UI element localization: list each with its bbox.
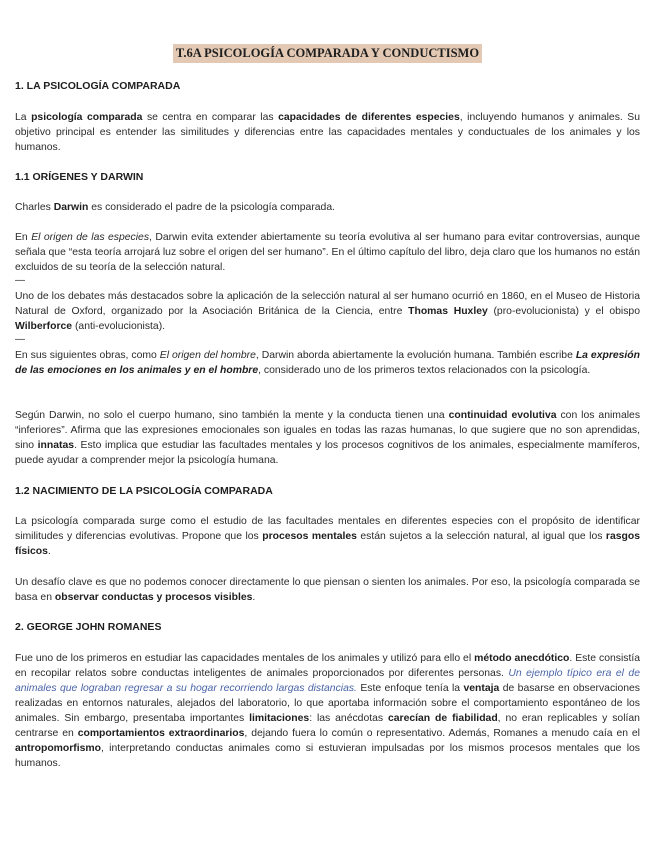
text-run: , incluyendo humanos y animales. Su objetivo principal es entender las similitudes y diferencias entre las capacidades mentales y conductuales de los animales y los humanos. bbox=[15, 112, 640, 153]
bold-text: antropomorfismo bbox=[15, 743, 102, 754]
text-run: Charles bbox=[15, 202, 54, 213]
paragraph bbox=[15, 348, 640, 378]
text-run: (anti-evolucionista). bbox=[72, 321, 166, 332]
bold-italic-text: La expresión de las emociones en los animales y en el hombre bbox=[15, 350, 641, 376]
text-run: Fue uno de los primeros en estudiar las capacidades mentales de los animales y utilizó para ello el bbox=[15, 653, 475, 664]
text-run: Este enfoque tenía la bbox=[356, 683, 464, 694]
text-run: . Esto implica que estudiar las facultades mentales y los procesos cognitivos de los animales, especialmente mamíferos, puede ayudar a comprender mejor la psicología humana. bbox=[15, 440, 640, 466]
text-run: Según Darwin, no solo el cuerpo humano, sino también la mente y la conducta tienen una bbox=[15, 410, 449, 421]
bold-text: limitaciones bbox=[249, 713, 310, 724]
text-run: . Este consistía en recopilar relatos sobre conductas inteligentes de animales proporcionados por diferentes personas. bbox=[15, 653, 640, 679]
section-heading: 1. LA PSICOLOGÍA COMPARADA bbox=[15, 80, 181, 92]
bold-text: capacidades de diferentes especies bbox=[278, 112, 460, 123]
bold-text: continuidad evolutiva bbox=[448, 410, 557, 421]
highlighted-example-text: Un ejemplo típico era el de animales que lograban regresar a su hogar recorriendo largas distancias. bbox=[15, 668, 640, 694]
paragraph bbox=[15, 289, 640, 334]
text-run: es considerado el padre de la psicología comparada. bbox=[88, 202, 336, 213]
bold-text: Wilberforce bbox=[15, 321, 73, 332]
bold-text: Darwin bbox=[53, 202, 89, 213]
paragraph bbox=[15, 514, 640, 559]
text-run: , interpretando conductas animales como si estuvieran impulsadas por los mismos procesos mentales que los humanos. bbox=[15, 743, 640, 769]
text-run: están sujetos a la selección natural, al igual que los bbox=[356, 531, 606, 542]
section-heading: 1.2 NACIMIENTO DE LA PSICOLOGÍA COMPARADA bbox=[15, 485, 273, 497]
text-run: . bbox=[252, 592, 256, 603]
bold-text: comportamientos extraordinarios bbox=[77, 728, 245, 739]
paragraph bbox=[15, 408, 640, 468]
section-heading: 1.1 ORÍGENES Y DARWIN bbox=[15, 171, 144, 183]
text-run: con los animales “inferiores”. Afirma que las expresiones emocionales son iguales en todas las razas humanas, lo que sugiere que no son aprendidas, sino bbox=[15, 410, 641, 451]
bold-text: observar conductas y procesos visibles bbox=[54, 592, 253, 603]
title-wrap bbox=[15, 44, 640, 63]
text-run: , Darwin aborda abiertamente la evolución humana. También escribe bbox=[255, 350, 576, 361]
text-run: . bbox=[47, 546, 51, 557]
section-heading: 2. GEORGE JOHN ROMANES bbox=[15, 621, 162, 633]
bold-text: procesos mentales bbox=[262, 531, 357, 542]
text-run: Uno de los debates más destacados sobre la aplicación de la selección natural al ser humano ocurrió en 1860, en el Museo de Historia Natural de Oxford, organizado por la Asociación Británica de la Ciencia, entre bbox=[15, 291, 640, 317]
text-run: , considerado uno de los primeros textos relacionados con la psicología. bbox=[258, 365, 591, 376]
text-run: , Darwin evita extender abiertamente su teoría evolutiva al ser humano para evitar controversias, aunque señala que “esta teoría arrojará luz sobre el origen del ser humano”. En el último capítulo del libro, deja claro que los humanos no están excluidos de su teoría de la selección natural. bbox=[15, 232, 640, 273]
text-run: (pro-evolucionista) y el obispo bbox=[487, 306, 640, 317]
bold-text: rasgos físicos bbox=[15, 531, 640, 557]
text-run: La bbox=[15, 112, 32, 123]
text-run: se centra en comparar las bbox=[142, 112, 279, 123]
bold-text: método anecdótico bbox=[474, 653, 570, 664]
bold-text: Thomas Huxley bbox=[408, 306, 488, 317]
text-run: En sus siguientes obras, como bbox=[15, 350, 160, 361]
separator: — bbox=[15, 334, 25, 345]
paragraph bbox=[15, 200, 640, 215]
paragraph bbox=[15, 651, 640, 771]
bold-text: psicología comparada bbox=[31, 112, 143, 123]
paragraph bbox=[15, 575, 640, 605]
text-run: , no eran replicables y solían centrarse en bbox=[15, 713, 640, 739]
document-title: T.6A PSICOLOGÍA COMPARADA Y CONDUCTISMO bbox=[173, 44, 482, 63]
bold-text: ventaja bbox=[463, 683, 500, 694]
text-run: La psicología comparada surge como el estudio de las facultades mentales en diferentes especies con el propósito de identificar similitudes y diferencias evolutivas. Propone que los bbox=[15, 516, 640, 542]
text-run: En bbox=[15, 232, 32, 243]
text-run: , dejando fuera lo común o representativo. Además, Romanes a menudo caía en el bbox=[244, 728, 640, 739]
paragraph bbox=[15, 110, 640, 155]
paragraph bbox=[15, 230, 640, 275]
separator: — bbox=[15, 275, 25, 286]
bold-text: innatas bbox=[37, 440, 75, 451]
text-run: de basarse en observaciones realizadas en entornos naturales, alejados del laboratorio, lo que aportaba información sobre el comportamiento espontáneo de los animales. Sin embargo, presentaba importantes bbox=[15, 683, 640, 724]
text-run: Un desafío clave es que no podemos conocer directamente lo que piensan o sienten los animales. Por eso, la psicología comparada se basa en bbox=[15, 577, 640, 603]
italic-text: El origen de las especies bbox=[31, 232, 150, 243]
text-run: : las anécdotas bbox=[309, 713, 388, 724]
bold-text: carecían de fiabilidad bbox=[387, 713, 498, 724]
italic-text: El origen del hombre bbox=[159, 350, 256, 361]
